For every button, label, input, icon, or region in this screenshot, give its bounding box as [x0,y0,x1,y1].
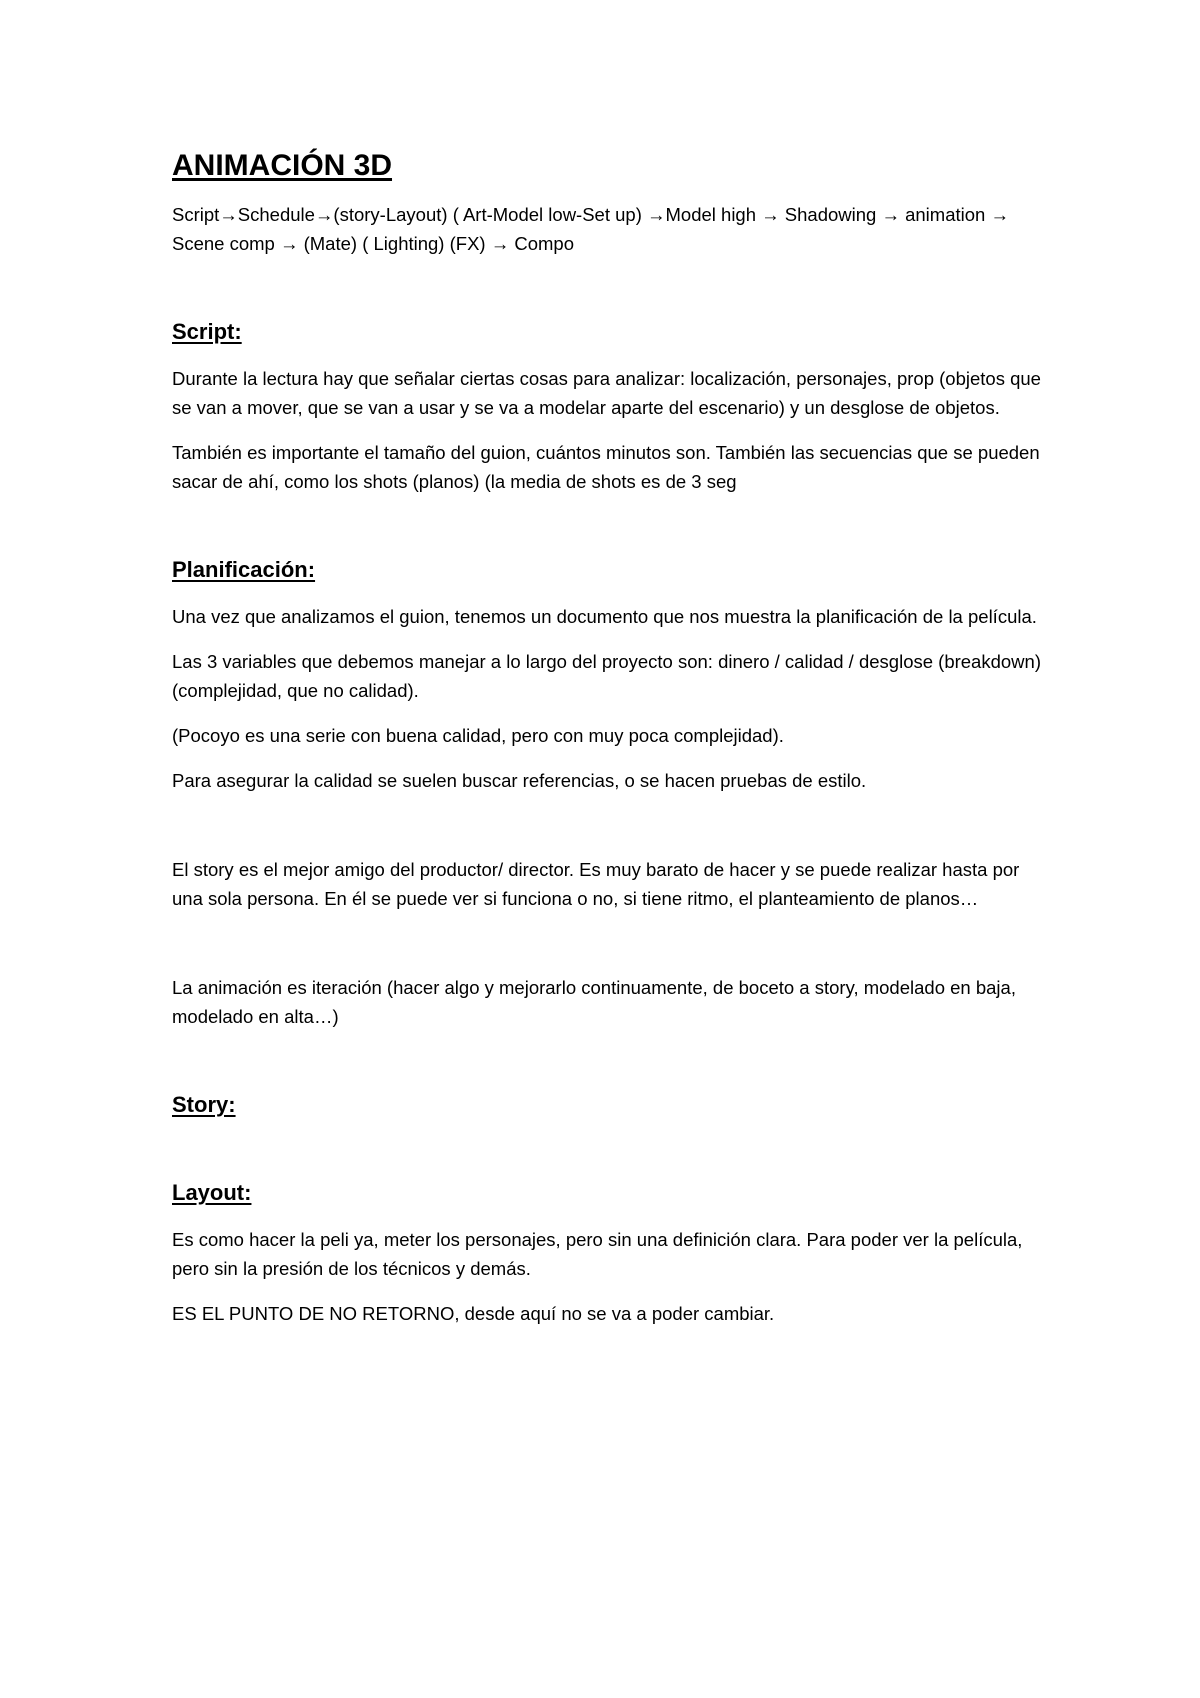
section-heading-story: Story: [172,1092,236,1117]
planificacion-paragraph-4: Para asegurar la calidad se suelen buscar referencias, o se hacen pruebas de estilo. [172,770,867,791]
document-title: ANIMACIÓN 3D [172,149,393,182]
section-heading-script: Script: [172,319,242,344]
script-paragraph-2: También es importante el tamaño del guion, cuántos minutos son. También las secuencias que se pueden sacar de ahí, como los shots (planos) (la media de shots es de 3 seg [172,442,1040,492]
pipeline-text: Script→Schedule→(story-Layout) ( Art-Model low-Set up) →Model high → Shadowing → animation → Scene comp → (Mate) ( Lighting) (FX) → Compo [172,204,1009,254]
planificacion-paragraph-6: La animación es iteración (hacer algo y mejorarlo continuamente, de boceto a story, modelado en baja, modelado en alta…) [172,977,1016,1027]
planificacion-paragraph-1: Una vez que analizamos el guion, tenemos un documento que nos muestra la planificación de la película. [172,606,1037,627]
section-heading-planificacion: Planificación: [172,557,316,582]
document-body [172,148,1052,1344]
layout-paragraph-2: ES EL PUNTO DE NO RETORNO, desde aquí no se va a poder cambiar. [172,1303,775,1324]
script-paragraph-1: Durante la lectura hay que señalar ciertas cosas para analizar: localización, personajes, prop (objetos que se van a mover, que se van a usar y se va a modelar aparte del escenario) y un desglose de objetos. [172,368,1041,418]
section-heading-layout: Layout: [172,1180,252,1205]
planificacion-paragraph-5: El story es el mejor amigo del productor/ director. Es muy barato de hacer y se puede realizar hasta por una sola persona. En él se puede ver si funciona o no, si tiene ritmo, el planteamiento de planos… [172,859,1020,909]
planificacion-paragraph-2: Las 3 variables que debemos manejar a lo largo del proyecto son: dinero / calidad / desglose (breakdown) (complejidad, que no calidad). [172,651,1041,701]
planificacion-paragraph-3: (Pocoyo es una serie con buena calidad, pero con muy poca complejidad). [172,725,784,746]
layout-paragraph-1: Es como hacer la peli ya, meter los personajes, pero sin una definición clara. Para poder ver la película, pero sin la presión de los técnicos y demás. [172,1229,1023,1279]
